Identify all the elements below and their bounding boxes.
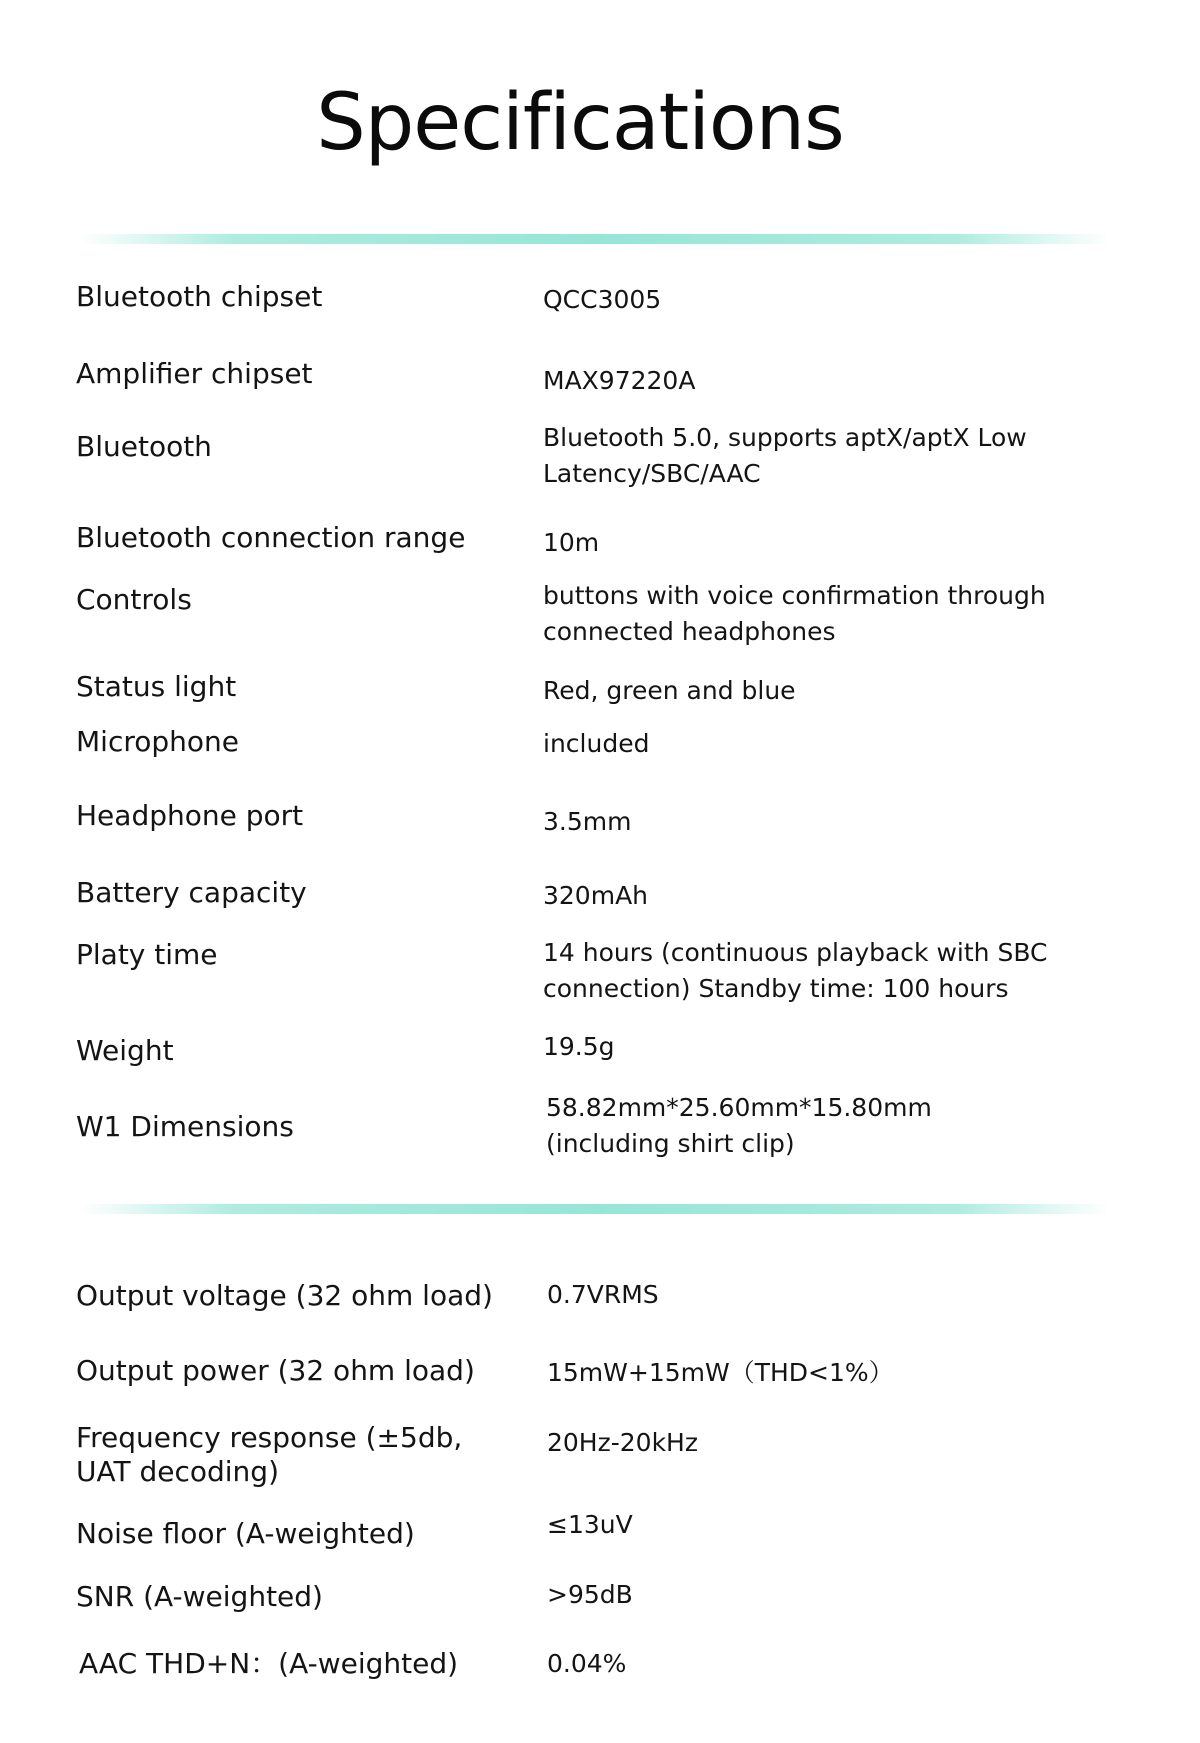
spec-value: 3.5mm: [543, 807, 632, 836]
spec-value: Red, green and blue: [543, 676, 796, 705]
spec-label: Noise floor (A-weighted): [76, 1517, 415, 1550]
spec-value: Bluetooth 5.0, supports aptX/aptX Low Latency/SBC/AAC: [543, 423, 1027, 488]
spec-value: 20Hz-20kHz: [547, 1428, 698, 1457]
spec-value: 320mAh: [543, 881, 649, 910]
spec-label: Amplifier chipset: [76, 357, 313, 390]
spec-value: >95dB: [547, 1580, 633, 1609]
spec-label: Status light: [76, 670, 237, 703]
spec-value: 15mW+15mW（THD<1%）: [547, 1358, 894, 1387]
spec-label: Bluetooth: [76, 430, 212, 463]
spec-value: 14 hours (continuous playback with SBC connection) Standby time: 100 hours: [543, 938, 1048, 1003]
spec-label: Controls: [76, 583, 192, 616]
spec-label: W1 Dimensions: [76, 1110, 294, 1143]
spec-label: AAC THD+N：(A-weighted): [79, 1647, 459, 1680]
spec-value: QCC3005: [543, 285, 662, 314]
spec-value: 0.7VRMS: [547, 1280, 659, 1309]
spec-value: MAX97220A: [543, 366, 696, 395]
page-title: Specifications: [316, 78, 844, 168]
spec-label: Bluetooth chipset: [76, 280, 323, 313]
spec-value: 19.5g: [543, 1032, 615, 1061]
spec-label: Battery capacity: [76, 876, 307, 909]
spec-value: 0.04%: [547, 1649, 627, 1678]
section-divider-middle: [80, 1204, 1110, 1214]
spec-label: Platy time: [76, 938, 218, 971]
spec-value: buttons with voice confirmation through connected headphones: [543, 581, 1046, 646]
spec-value: ≤13uV: [547, 1510, 633, 1539]
spec-label: SNR (A-weighted): [76, 1580, 323, 1613]
spec-value: 58.82mm*25.60mm*15.80mm (including shirt clip): [546, 1093, 932, 1158]
section-divider-top: [80, 234, 1110, 244]
spec-label: Output power (32 ohm load): [76, 1354, 475, 1387]
spec-label: Headphone port: [76, 799, 304, 832]
spec-value: 10m: [543, 528, 600, 557]
spec-label: Weight: [76, 1034, 174, 1067]
spec-label: Bluetooth connection range: [76, 521, 466, 554]
spec-label: Output voltage (32 ohm load): [76, 1279, 493, 1312]
spec-label: Frequency response (±5db, UAT decoding): [76, 1421, 463, 1488]
spec-label: Microphone: [76, 725, 239, 758]
spec-value: included: [543, 729, 650, 758]
